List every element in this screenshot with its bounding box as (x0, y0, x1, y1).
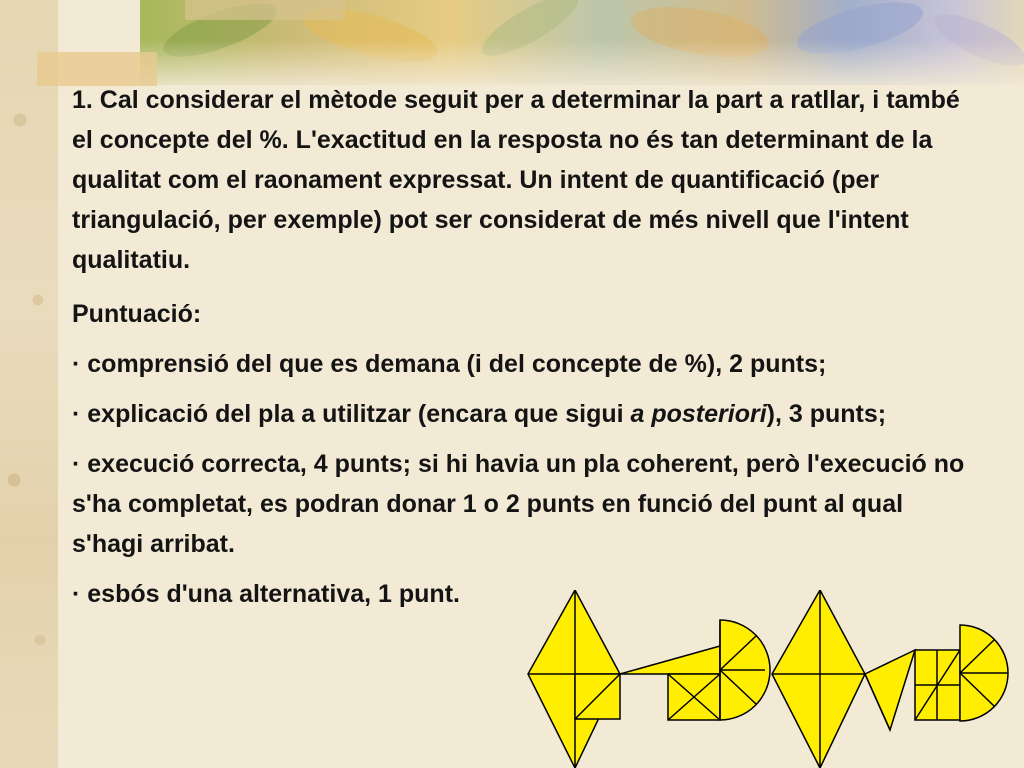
thin-triangle (620, 646, 720, 674)
score-item-2 (72, 394, 972, 434)
score-item-2-italic: a posteriori (630, 400, 767, 428)
figure-left (528, 590, 770, 768)
decor-tile (185, 0, 345, 20)
score-item-4: · esbós d'una alternativa, 1 punt. (72, 580, 460, 608)
content-text (72, 80, 972, 614)
score-heading: Puntuació: (72, 300, 202, 328)
score-item-2-start: · explicació del pla a utilitzar (encara que sigui (72, 400, 631, 428)
kite-shape (772, 590, 865, 768)
figure-right (772, 590, 1008, 768)
intro-paragraph: 1. Cal considerar el mètode seguit per a determinar la part a ratllar, i també el concepte del %. L'exactitud en la resposta no és tan determinant de la qualitat com el raonament expressat. Un intent de quantificació (per triangulació, per exemple) pot ser considerat de més nivell que l'intent qualitatiu. (72, 86, 960, 274)
score-item-3: · execució correcta, 4 punts; si hi havia un pla coherent, però l'execució no s'ha completat, es podran donar 1 o 2 punts en funció del punt al qual s'hagi arribat. (72, 450, 965, 558)
left-texture-strip (0, 0, 58, 768)
geometric-figures (520, 590, 1024, 768)
score-item-1: · comprensió del que es demana (i del concepte de %), 2 punts; (72, 350, 827, 378)
score-item-2-end: ), 3 punts; (766, 400, 887, 428)
